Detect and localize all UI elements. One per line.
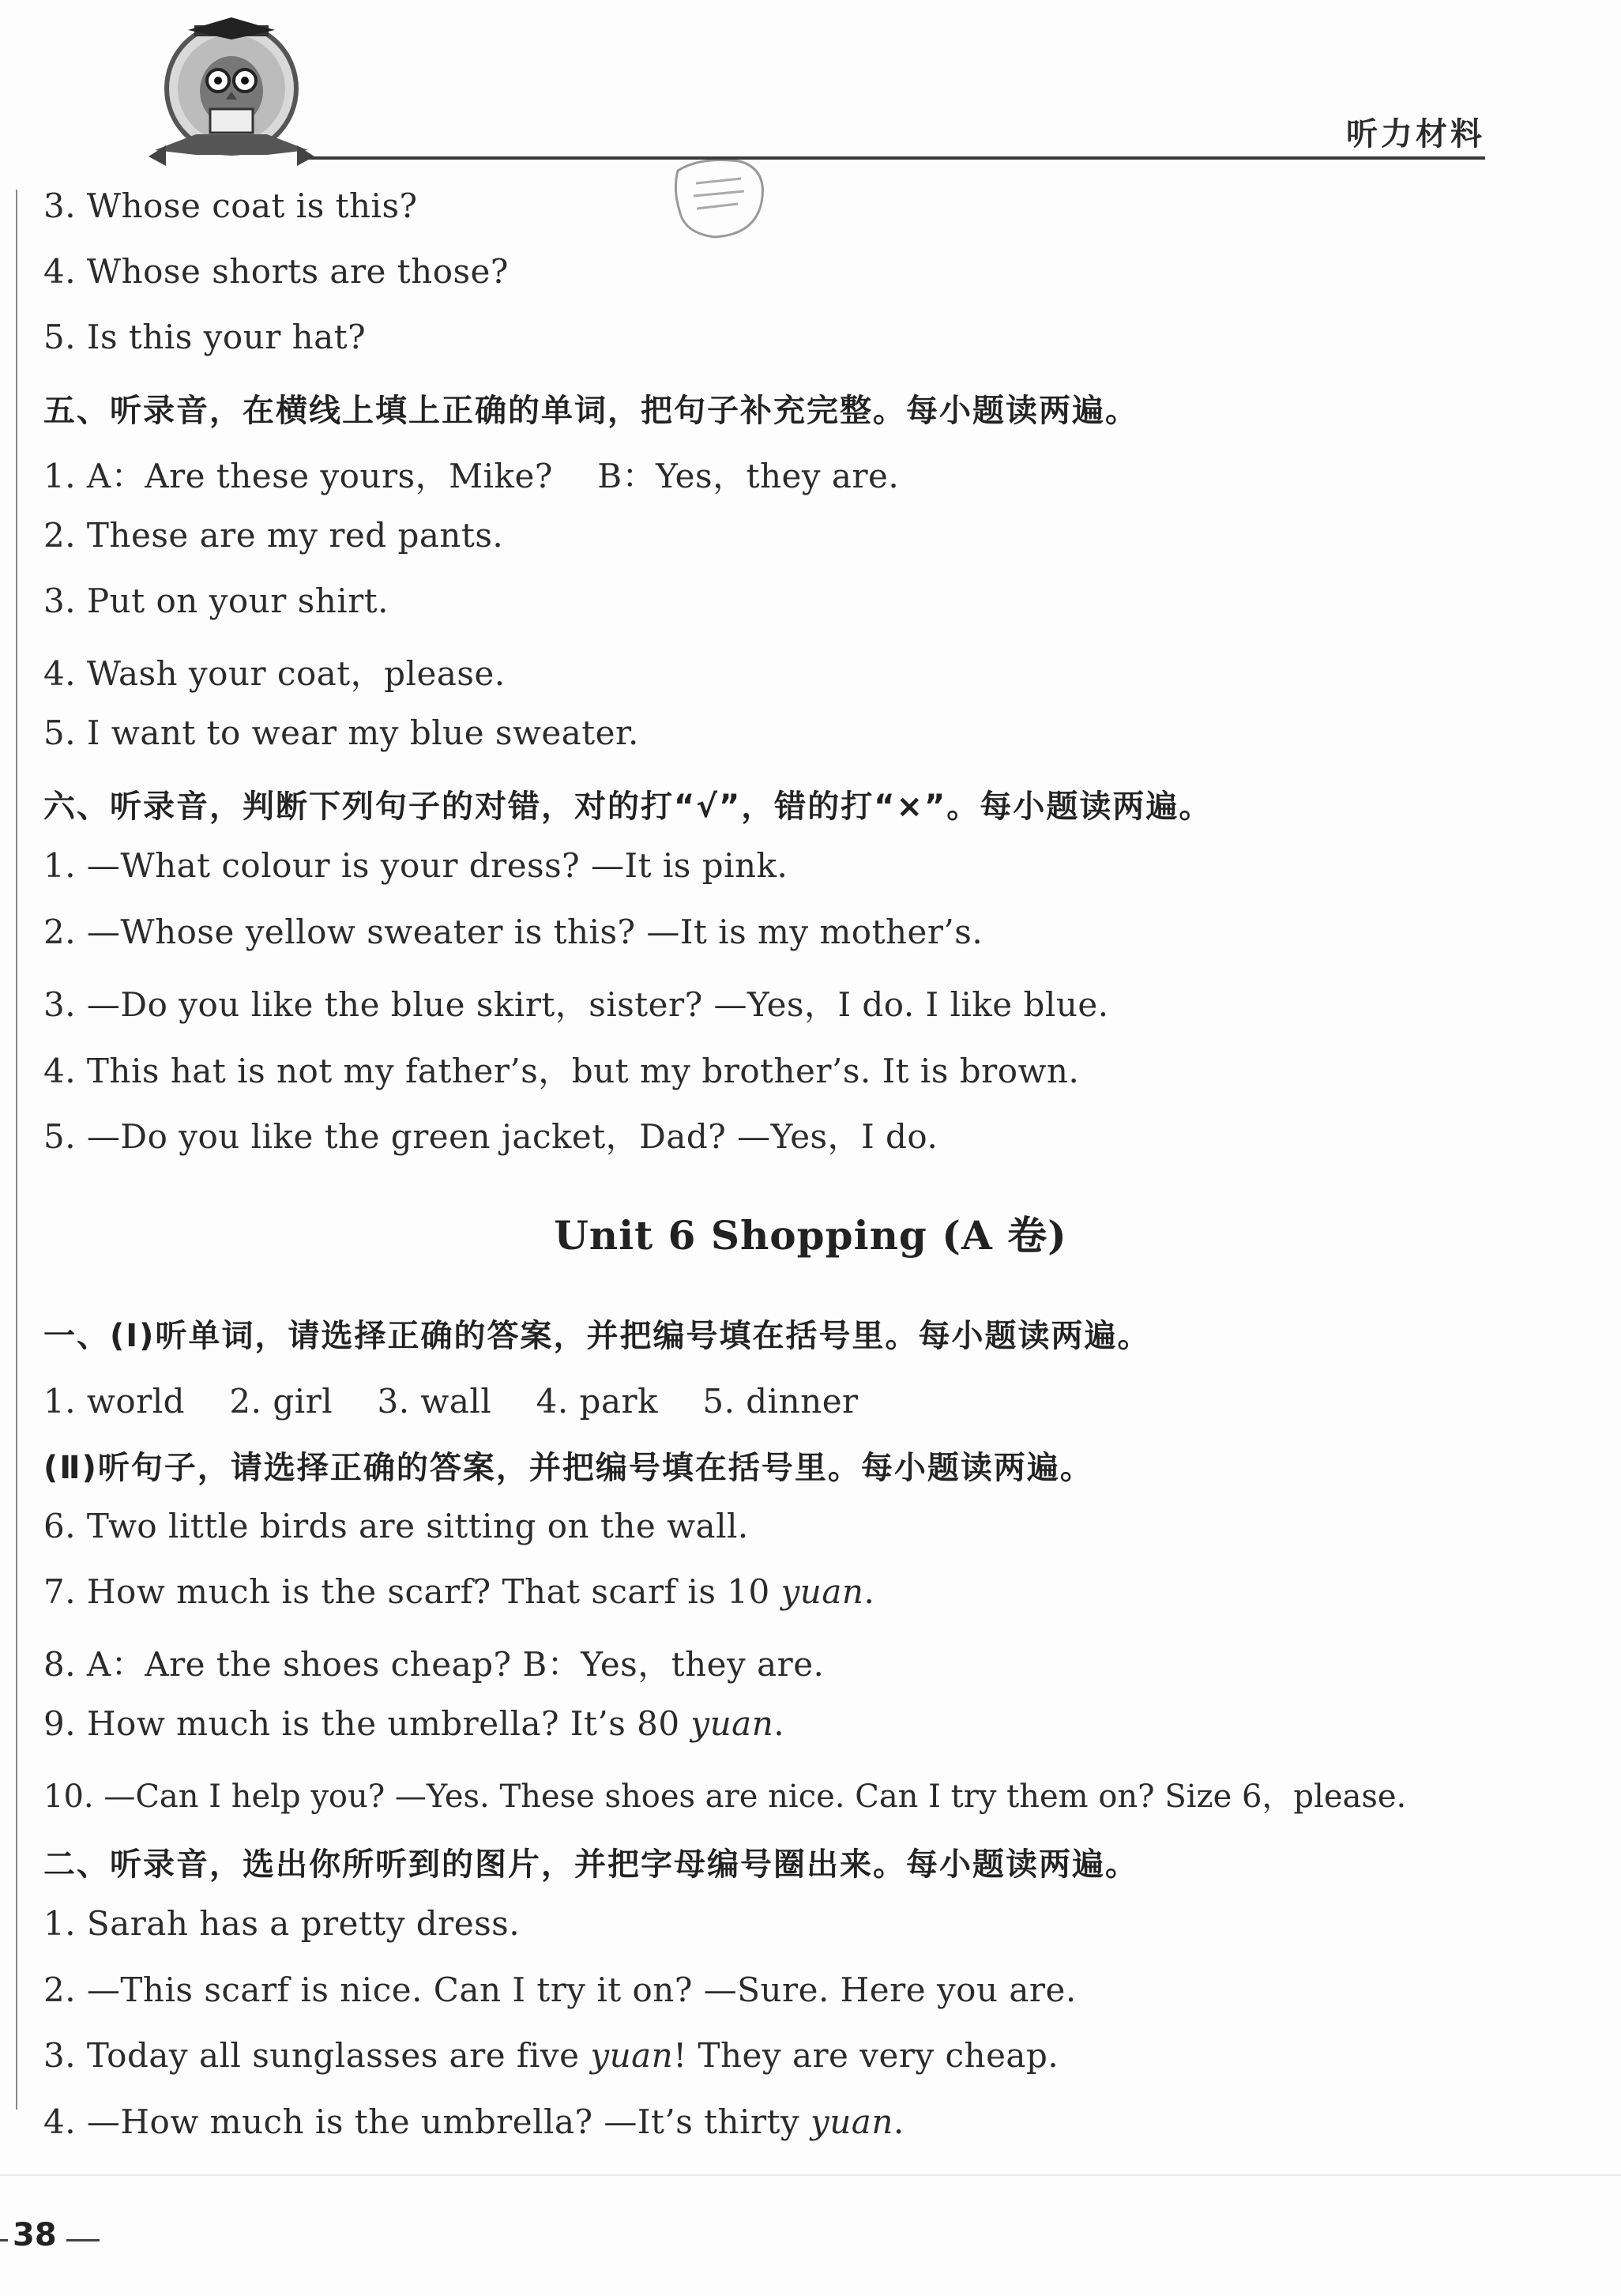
section-heading: 一、(Ⅰ)听单词，请选择正确的答案，并把编号填在括号里。每小题读两遍。 [43,1318,1151,1354]
header-divider [308,156,1485,160]
unit-title: Unit 6 Shopping (A 卷) [554,1212,1067,1259]
left-margin-rule [16,190,17,2110]
text-line: 3. Put on your shirt. [43,582,389,620]
text-line: 4. Whose shorts are those? [43,252,509,291]
footer-divider [0,2174,1621,2176]
section-heading: (Ⅱ)听句子，请选择正确的答案，并把编号填在括号里。每小题读两遍。 [43,1450,1093,1486]
text-line: 6. Two little birds are sitting on the wall. [43,1507,749,1545]
text-line: 10. —Can I help you? —Yes. These shoes are nice. Can I try them on? Size 6，please. [43,1778,1407,1815]
text-line: 8. A：Are the shoes cheap? B：Yes，they are. [43,1645,825,1684]
owl-mascot-badge [149,16,314,174]
text-line: 3. Whose coat is this? [43,186,418,225]
stamp-seal [668,155,771,242]
text-line: 1. world 2. girl 3. wall 4. park 5. dinner [43,1382,859,1421]
header-title: 听力材料 [1346,116,1485,152]
page-number-dash [0,2239,8,2241]
text-line: 9. How much is the umbrella? It’s 80 yuan. [43,1704,785,1743]
section-heading: 二、听录音，选出你所听到的图片，并把字母编号圈出来。每小题读两遍。 [43,1846,1138,1883]
text-line: 5. Is this your hat? [43,318,367,356]
text-line: 1. Sarah has a pretty dress. [43,1904,521,1943]
section-heading: 六、听录音，判断下列句子的对错，对的打“√”，错的打“×”。每小题读两遍。 [43,789,1213,825]
text-line: 2. These are my red pants. [43,516,504,555]
text-line: 1. A：Are these yours，Mike? B：Yes，they are. [43,457,900,495]
text-line: 4. This hat is not my father’s，but my brother’s. It is brown. [43,1052,1080,1090]
text-line: 5. I want to wear my blue sweater. [43,713,639,752]
page-number: 38 [13,2217,57,2253]
page-number-dash [66,2239,100,2241]
text-line: 1. —What colour is your dress? —It is pink. [43,846,788,885]
section-heading: 五、听录音，在横线上填上正确的单词，把句子补充完整。每小题读两遍。 [43,393,1138,429]
text-line: 7. How much is the scarf? That scarf is 10 yuan. [43,1572,875,1611]
text-line: 5. —Do you like the green jacket，Dad? —Yes，I do. [43,1117,938,1156]
text-line: 3. Today all sunglasses are five yuan! They are very cheap. [43,2036,1059,2075]
text-line: 3. —Do you like the blue skirt，sister? —Yes，I do. I like blue. [43,985,1109,1024]
text-line: 2. —This scarf is nice. Can I try it on? —Sure. Here you are. [43,1970,1077,2009]
text-line: 4. —How much is the umbrella? —It’s thirty yuan. [43,2102,905,2141]
text-line: 4. Wash your coat，please. [43,654,506,693]
text-line: 2. —Whose yellow sweater is this? —It is my mother’s. [43,913,984,951]
